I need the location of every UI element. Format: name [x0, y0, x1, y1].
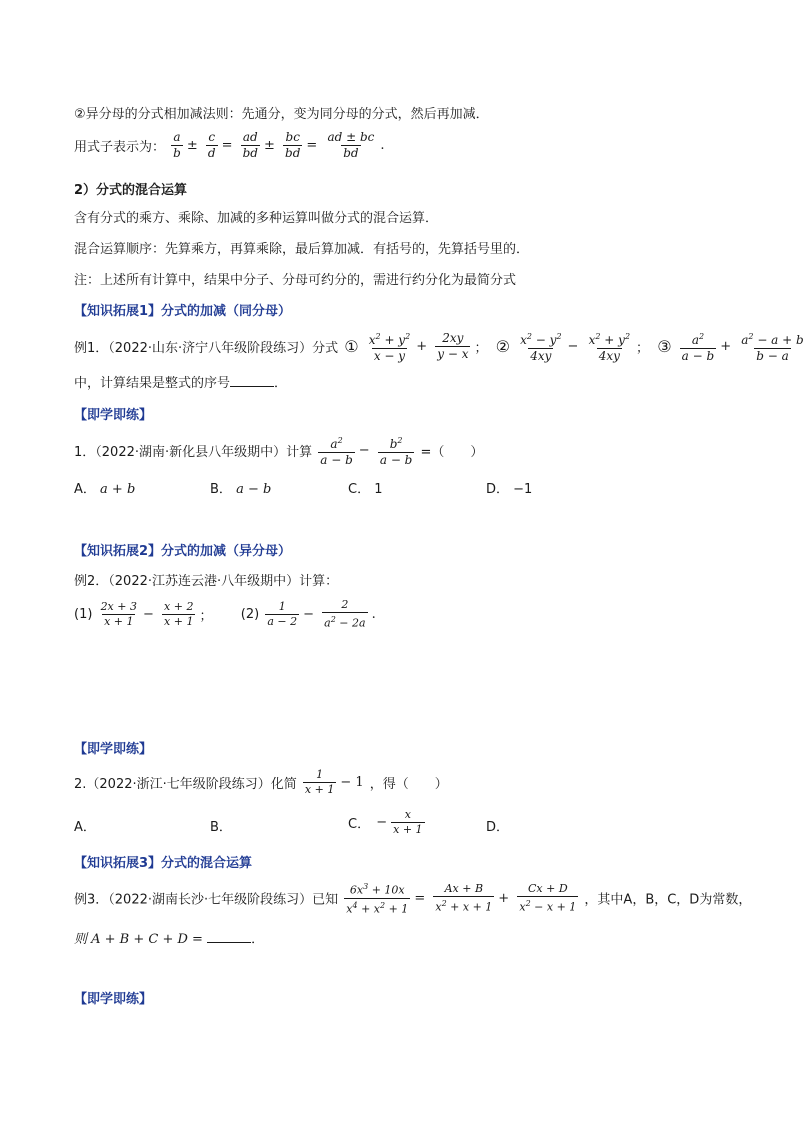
option-d[interactable]: D． — [486, 820, 510, 835]
example-2-parts: (1) $\frac{2x + 3}{x + 1}$ − $\frac{x + 2}{x + 1}$ ； (2) $\frac{1}{a - 2}$ − $\frac{2}{a^2 - 2a}$ . — [74, 598, 376, 630]
part-2-label: (2) — [240, 606, 260, 622]
extension-title-1: 【知识拓展1】分式的加减（同分母） — [74, 304, 292, 319]
practice-title-1: 【即学即练】 — [74, 408, 153, 423]
example-3-mid: ，其中A，B，C，D为常数， — [584, 892, 752, 908]
option-a[interactable]: A． — [74, 820, 96, 835]
fraction: $\frac{2}{a^2 - 2a}$ — [324, 598, 366, 630]
fraction: $\frac{bc}{bd}$ — [285, 130, 301, 160]
fraction: $\frac{x^2 + y^2}{x - y}$ — [368, 332, 411, 363]
number-marker: ② — [495, 337, 510, 356]
example-3-tail-text: 则 A + B + C + D = — [74, 932, 203, 947]
question-1-tail: =（ ） — [420, 445, 484, 460]
example-1-prefix: 例1．（2022·山东·济宁八年级阶段练习）分式 — [74, 341, 339, 356]
practice-title-2: 【即学即练】 — [74, 742, 153, 757]
option-a[interactable]: A． a + b — [74, 482, 136, 497]
question-2: 2.（2022·浙江·七年级阶段练习）化简 $\frac{1}{x + 1}$ − 1 ，得（ ） — [74, 768, 448, 796]
fraction: $\frac{x + 2}{x + 1}$ — [164, 599, 194, 628]
fraction: $\frac{Ax + B}{x^2 + x + 1}$ — [435, 881, 493, 914]
question-1: 1．（2022·湖南·新化县八年级期中）计算 $\frac{a^2}{a - b}$ − $\frac{b^2}{a - b}$ =（ ） — [74, 433, 483, 468]
fraction: $\frac{x^2 - y^2}{4xy}$ — [520, 332, 562, 363]
fraction: $\frac{1}{a - 2}$ — [267, 599, 298, 628]
fraction: $\frac{c}{d}$ — [207, 130, 216, 160]
option-d[interactable]: D． −1 — [486, 482, 533, 497]
fraction: $\frac{x^2 + y^2}{4xy}$ — [588, 332, 631, 363]
section-title: 2）分式的混合运算 — [74, 183, 188, 198]
fraction: $\frac{2xy}{y - x}$ — [437, 331, 469, 361]
note-text: 注：上述所有计算中，结果中分子、分母可约分的，需进行约分化为最简分式 — [74, 273, 517, 288]
fraction: $\frac{a^2}{a - b}$ — [320, 436, 353, 467]
option-b[interactable]: B． — [210, 820, 232, 835]
example-3-prefix: 例3．（2022·湖南长沙·七年级阶段练习）已知 — [74, 892, 339, 908]
example-3: 例3．（2022·湖南长沙·七年级阶段练习）已知 $\frac{6x^3 + 10x}{x^4 + x^2 + 1}$ = $\frac{Ax + B}{x^2 + x + 1}$ + $\frac{Cx + D}{x^2 - x + 1}$ ，其中A，B，C，D为常数， — [74, 881, 752, 916]
fraction: $\frac{Cx + D}{x^2 - x + 1}$ — [519, 881, 577, 914]
fraction: $\frac{ad}{bd}$ — [242, 130, 258, 160]
example-3-tail: 则 A + B + C + D = ． — [74, 932, 265, 947]
part-1-label: (1) — [74, 606, 93, 622]
fraction: $\frac{1}{x + 1}$ — [304, 768, 335, 796]
example-1-tail: 中，计算结果是整式的序号 ． — [74, 376, 288, 391]
extension-title-2: 【知识拓展2】分式的加减（异分母） — [74, 544, 292, 559]
option-c[interactable]: C． 1 — [348, 482, 383, 497]
number-marker: ① — [344, 337, 359, 356]
formula-line: 用式子表示为： $\frac{a}{b}$ ± $\frac{c}{d}$ = $\frac{ad}{bd}$ ± $\frac{bc}{bd}$ = $\frac{ad \pm bc}{bd}$ . — [74, 130, 385, 160]
fraction: $\frac{a^2}{a - b}$ — [681, 332, 715, 363]
extension-title-3: 【知识拓展3】分式的混合运算 — [74, 856, 253, 871]
answer-blank[interactable] — [230, 374, 274, 387]
definition-text: 含有分式的乘方、乘除、加减的多种运算叫做分式的混合运算． — [74, 211, 439, 226]
number-marker: ③ — [657, 337, 672, 356]
answer-blank[interactable] — [207, 930, 251, 943]
fraction: $\frac{b^2}{a - b}$ — [379, 436, 413, 467]
fraction: $\frac{ad \pm bc}{bd}$ — [327, 130, 375, 160]
example-2-text: 例2．（2022·江苏连云港·八年级期中）计算： — [74, 574, 339, 589]
order-text: 混合运算顺序：先算乘方，再算乘除，最后算加减．有括号的，先算括号里的． — [74, 242, 530, 257]
fraction: $\frac{2x + 3}{x + 1}$ — [100, 599, 137, 628]
fraction: $\frac{6x^3 + 10x}{x^4 + x^2 + 1}$ — [346, 882, 409, 916]
rule-text: ②异分母的分式相加减法则：先通分，变为同分母的分式，然后再加减． — [74, 107, 489, 122]
example-1-suffix: 中，计算结果是整式的序号 — [74, 376, 231, 391]
formula-label: 用式子表示为： — [74, 140, 166, 155]
fraction: $\frac{a^2 - a + b}{b - a}$ — [741, 332, 804, 363]
question-2-tail: ，得（ ） — [369, 777, 448, 792]
practice-title-3: 【即学即练】 — [74, 992, 153, 1007]
example-1: 例1．（2022·山东·济宁八年级阶段练习）分式 ① $\frac{x^2 + y^2}{x - y}$ + $\frac{2xy}{y - x}$ ； ② $\frac{x^2 - y^2}{4xy}$ − $\frac{x^2 + y^2}{4xy}$ ； ③ $\frac{a^2}{a - b}$ + $\frac{a^2 - a + b}{b - a}$ — [74, 331, 804, 363]
fraction: $\frac{a}{b}$ — [173, 130, 181, 160]
option-c[interactable]: C． − $\frac{x}{x + 1}$ — [348, 808, 423, 836]
question-1-text: 1．（2022·湖南·新化县八年级期中）计算 — [74, 445, 313, 460]
question-2-text: 2.（2022·浙江·七年级阶段练习）化简 — [74, 777, 297, 792]
option-b[interactable]: B． a − b — [210, 482, 272, 497]
